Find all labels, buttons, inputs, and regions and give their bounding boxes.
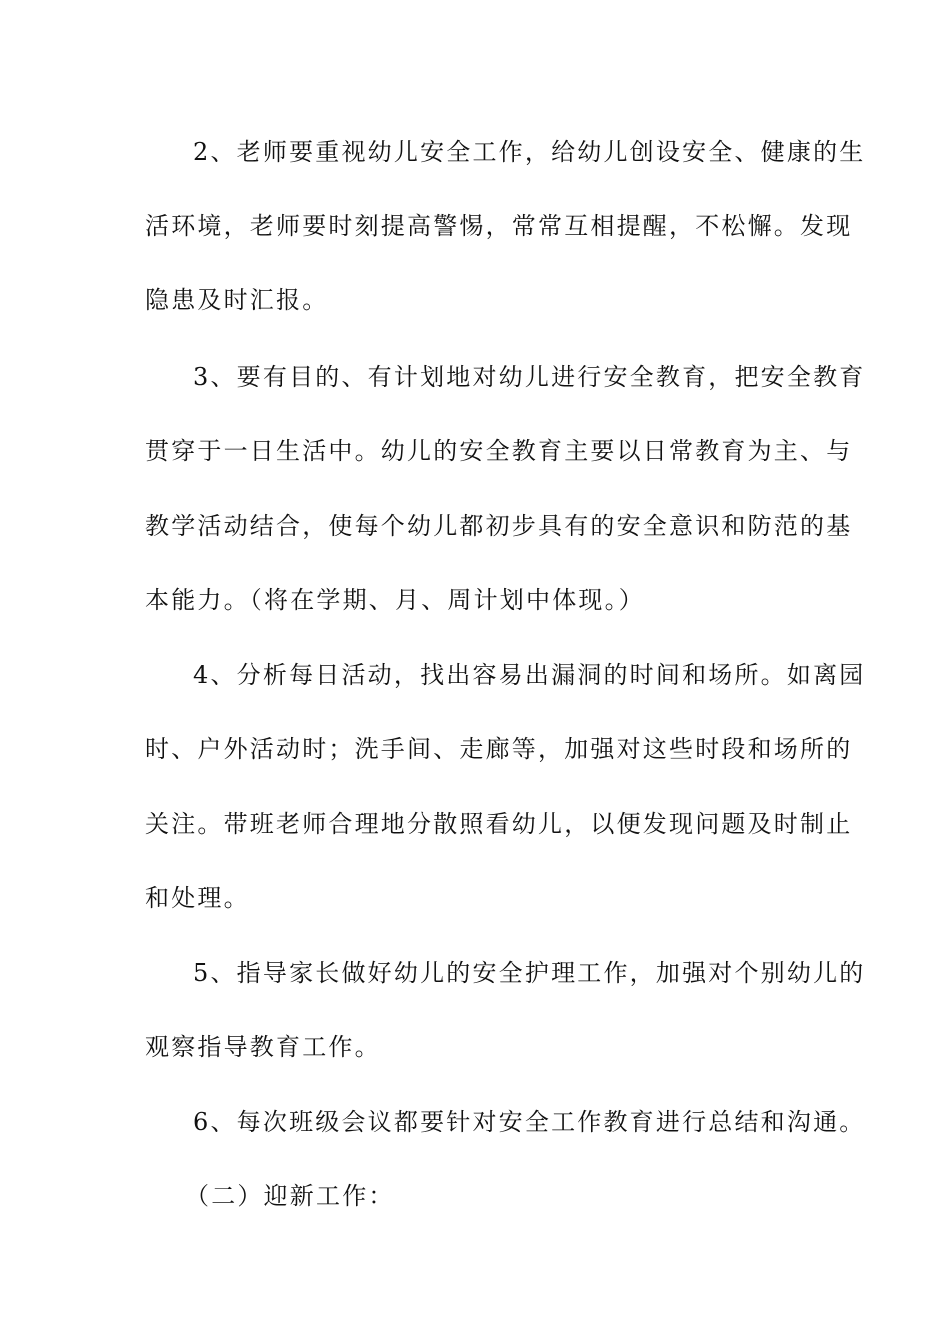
paragraph-line: 观察指导教育工作。 [145, 1033, 381, 1061]
paragraph-line: 隐患及时汇报。 [145, 286, 329, 314]
paragraph-line: 教学活动结合，使每个幼儿都初步具有的安全意识和防范的基 [145, 512, 853, 540]
paragraph-line: 和处理。 [145, 884, 250, 912]
section-heading: （二）迎新工作： [185, 1182, 395, 1210]
paragraph-line: 5、指导家长做好幼儿的安全护理工作，加强对个别幼儿的 [193, 959, 866, 987]
paragraph-line: 2、老师要重视幼儿安全工作，给幼儿创设安全、健康的生 [193, 138, 866, 166]
paragraph-line: 本能力。（将在学期、月、周计划中体现。） [145, 586, 645, 614]
paragraph-line: 时、户外活动时；洗手间、走廊等，加强对这些时段和场所的 [145, 735, 853, 763]
paragraph-line: 活环境，老师要时刻提高警惕，常常互相提醒，不松懈。发现 [145, 212, 853, 240]
paragraph-line: 贯穿于一日生活中。幼儿的安全教育主要以日常教育为主、与 [145, 437, 853, 465]
paragraph-line: 4、分析每日活动，找出容易出漏洞的时间和场所。如离园 [193, 661, 866, 689]
paragraph-line: 6、每次班级会议都要针对安全工作教育进行总结和沟通。 [193, 1108, 866, 1136]
paragraph-line: 关注。带班老师合理地分散照看幼儿，以便发现问题及时制止 [145, 810, 853, 838]
paragraph-line: 3、要有目的、有计划地对幼儿进行安全教育，把安全教育 [193, 363, 866, 391]
